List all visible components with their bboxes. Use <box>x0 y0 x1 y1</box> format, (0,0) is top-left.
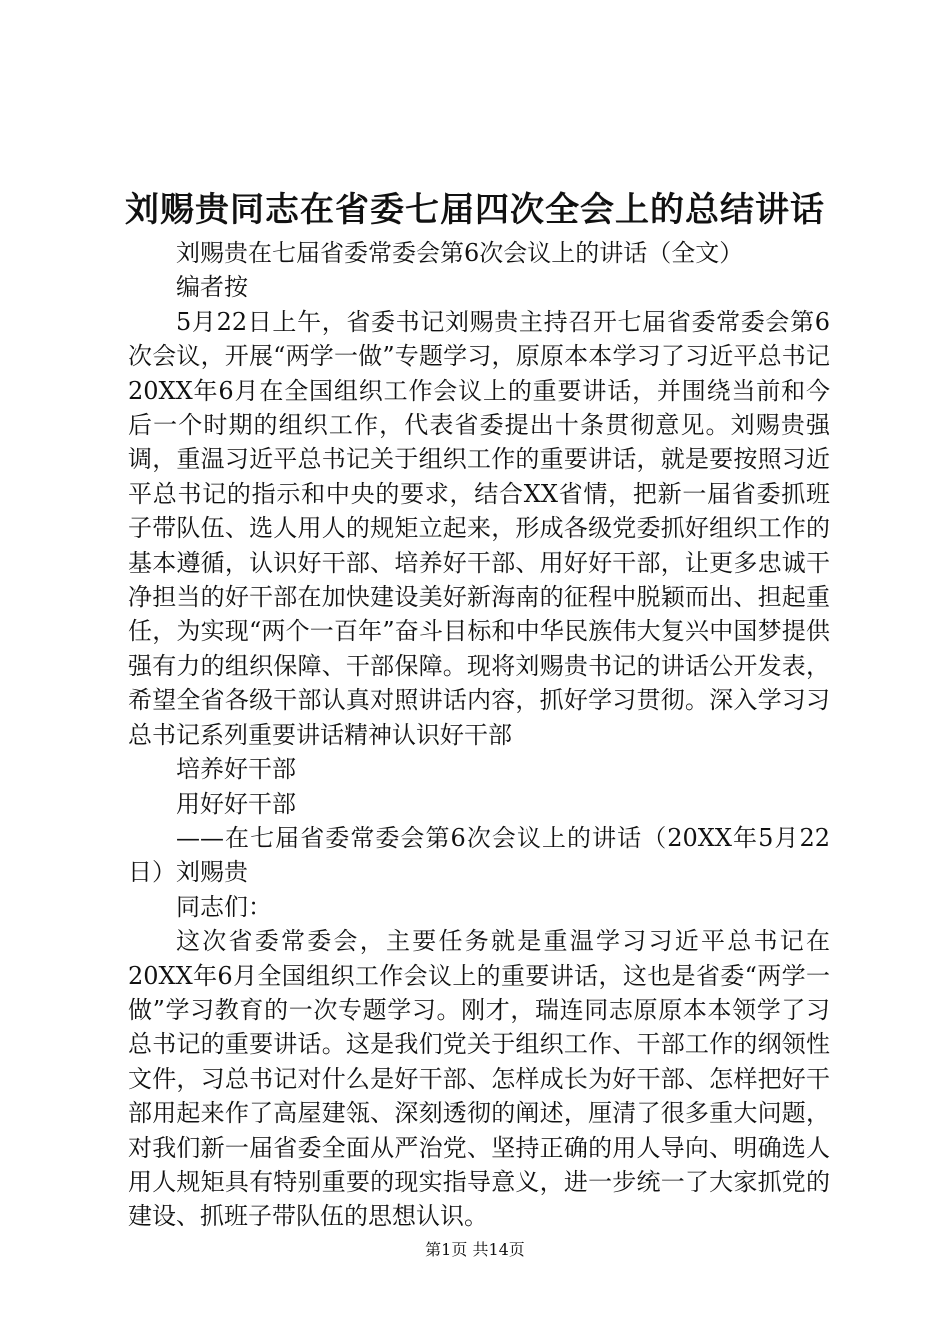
page-number-footer: 第1页 共14页 <box>425 1240 525 1259</box>
body-paragraph: 这次省委常委会，主要任务就是重温学习习近平总书记在20XX年6月全国组织工作会议上的重要讲话，这也是省委“两学一做”学习教育的一次专题学习。刚才，瑞连同志原原本本领学了习总书记的重要讲话。这是我们党关于组织工作、干部工作的纲领性文件，习总书记对什么是好干部、怎样成长为好干部、怎样把好干部用起来作了高屋建瓴、深刻透彻的阐述，厘清了很多重大问题，对我们新一届省委全面从严治党、坚持正确的用人导向、明确选人用人规矩具有特别重要的现实指导意义，进一步统一了大家抓党的建设、抓班子带队伍的思想认识。 <box>128 927 830 1231</box>
speech-title-line-3: 用好好干部 <box>176 789 296 818</box>
document-title: 刘赐贵同志在省委七届四次全会上的总结讲话 <box>125 190 825 230</box>
editor-note-paragraph: 5月22日上午，省委书记刘赐贵主持召开七届省委常委会第6次会议，开展“两学一做”专题学习，原原本本学习了习近平总书记20XX年6月在全国组织工作会议上的重要讲话，并围绕当前和今后一个时期的组织工作，代表省委提出十条贯彻意见。刘赐贵强调，重温习近平总书记关于组织工作的重要讲话，就是要按照习近平总书记的指示和中央的要求，结合XX省情，把新一届省委抓班子带队伍、选人用人的规矩立起来，形成各级党委抓好组织工作的基本遵循，认识好干部、培养好干部、用好好干部，让更多忠诚干净担当的好干部在加快建设美好新海南的征程中脱颖而出、担起重任，为实现“两个一百年”奋斗目标和中华民族伟大复兴中国梦提供强有力的组织保障、干部保障。现将刘赐贵书记的讲话公开发表，希望全省各级干部认真对照讲话内容，抓好学习贯彻。深入学习习总书记系列重要讲话精神认识好干部 <box>128 307 830 749</box>
speech-byline: ——在七届省委常委会第6次会议上的讲话（20XX年5月22日）刘赐贵 <box>128 823 830 887</box>
speech-title-line-2: 培养好干部 <box>176 755 296 784</box>
salutation: 同志们： <box>176 892 272 921</box>
document-body <box>128 236 830 1234</box>
editor-note-heading: 编者按 <box>176 273 248 302</box>
subtitle-paragraph: 刘赐贵在七届省委常委会第6次会议上的讲话（全文） <box>176 239 744 267</box>
